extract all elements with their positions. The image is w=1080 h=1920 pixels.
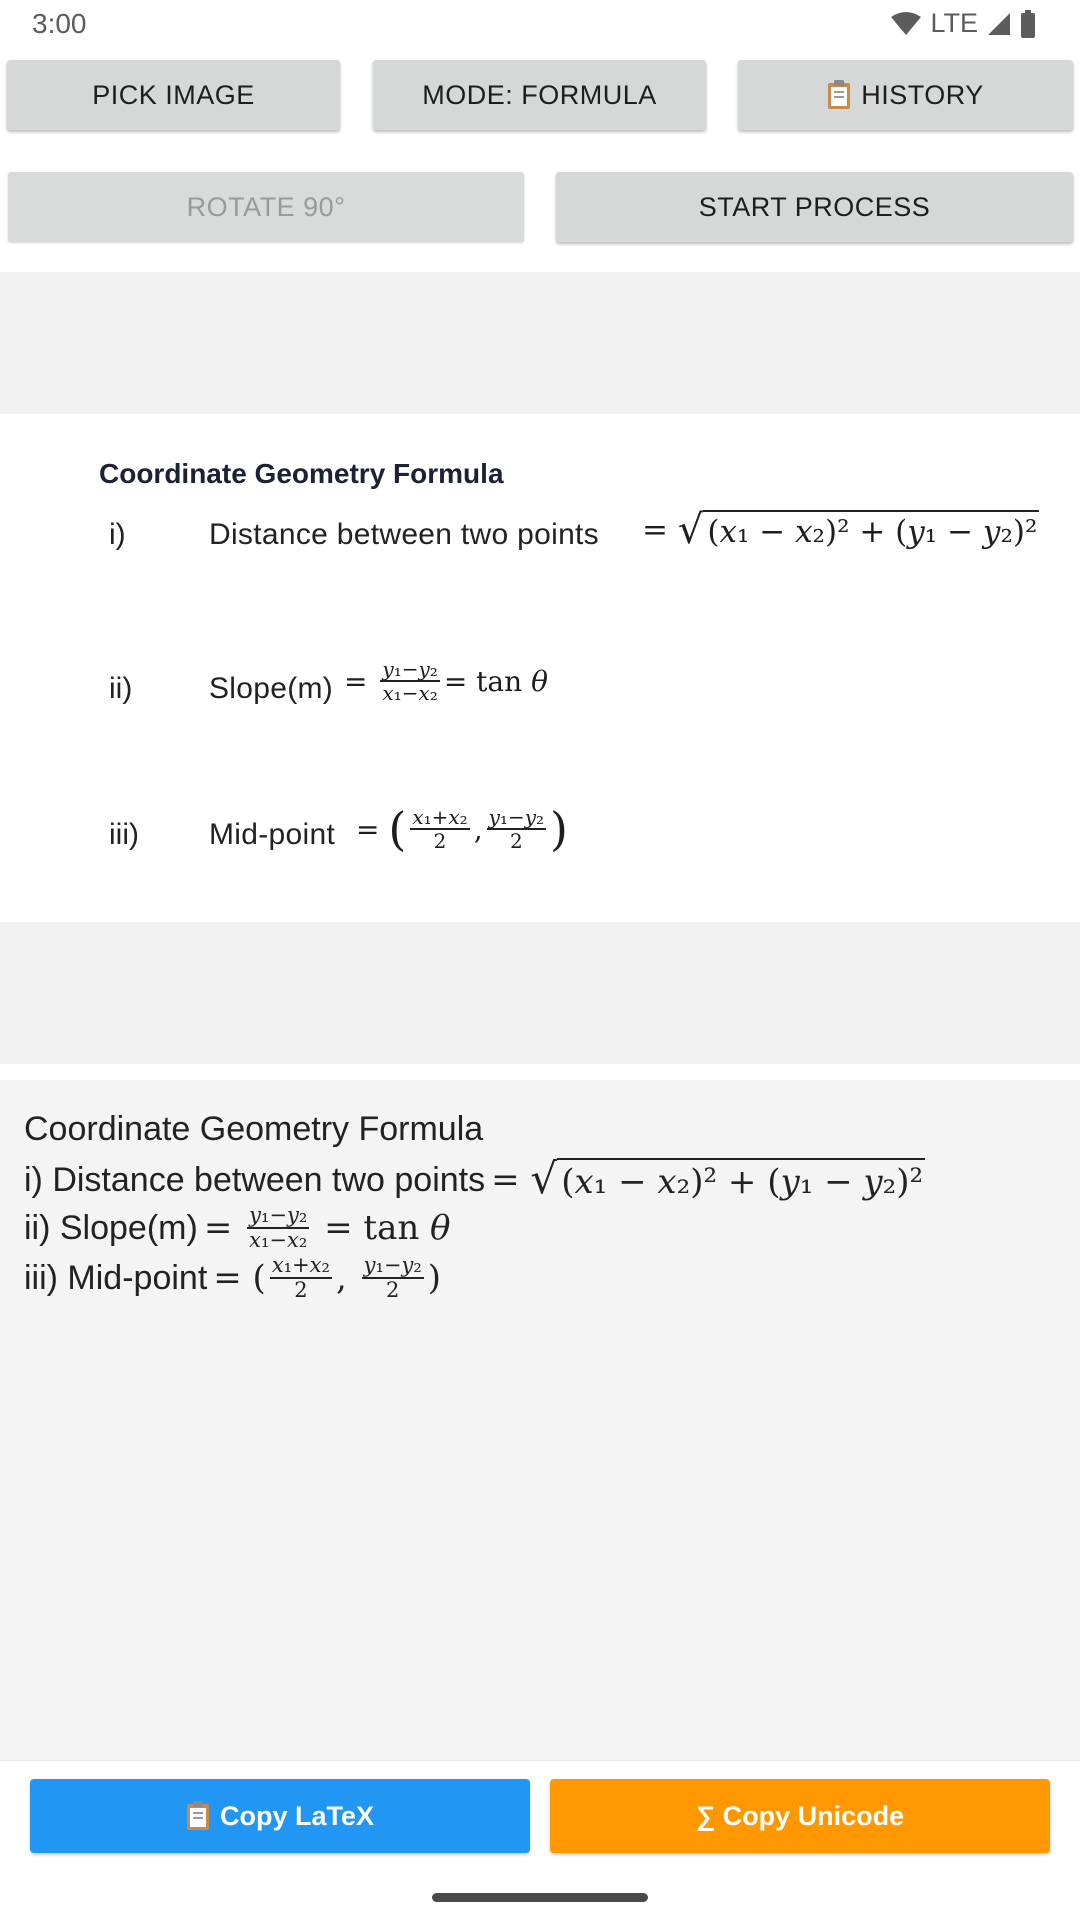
result-line-1-label: i) Distance between two points xyxy=(24,1160,486,1199)
signal-icon xyxy=(986,11,1012,37)
scan-formula-2: = $\frac{\text{y₁−y₂}}{\text{x₁−x₂}}$ = tan θ xyxy=(344,657,548,705)
scan-index-1: i) xyxy=(109,518,126,551)
midpoint-y-fraction: $\frac{\text{y₁−y₂}}{2}$ xyxy=(363,1253,422,1303)
scan-index-2: ii) xyxy=(109,672,133,705)
status-bar xyxy=(0,0,1080,48)
result-line-3: iii) Mid-point = ( $\frac{\text{x₁+x₂}}{2}$ , $\frac{\text{y₁−y₂}}{2}$ ) xyxy=(24,1253,442,1303)
pick-image-button[interactable] xyxy=(7,60,340,130)
slope-fraction: $\frac{\text{y₁−y₂}}{\text{x₁−x₂}}$ xyxy=(249,1203,308,1253)
result-title: Coordinate Geometry Formula xyxy=(24,1110,484,1148)
result-line-2: ii) Slope(m) = $\frac{\text{y₁−y₂}}{\text{x₁−x₂}}$ = tan θ xyxy=(24,1203,451,1253)
scan-label-1: Distance between two points xyxy=(209,518,599,551)
clipboard-icon xyxy=(186,1801,210,1831)
scan-formula-3: = ( $\frac{\text{x₁+x₂}}{2}$ , $\frac{\text{y₁−y₂}}{2}$ ) xyxy=(356,802,568,856)
status-icons xyxy=(890,8,1036,39)
history-button[interactable] xyxy=(738,60,1073,130)
scan-formula-1: = √ (x₁ − x₂)² + (y₁ − y₂)² xyxy=(642,507,1038,553)
distance-formula: √ (x₁ − x₂)² + (y₁ − y₂)² xyxy=(530,1154,924,1203)
mode-button[interactable] xyxy=(373,60,706,130)
midpoint-x-fraction: $\frac{\text{x₁+x₂}}{2}$ xyxy=(271,1253,330,1303)
copy-latex-label: Copy LaTeX xyxy=(219,1800,375,1831)
pick-image-label: PICK IMAGE xyxy=(92,79,255,110)
result-line-3-label: iii) Mid-point xyxy=(24,1258,208,1297)
start-process-label: START PROCESS xyxy=(698,191,931,222)
copy-latex-button[interactable] xyxy=(30,1779,530,1853)
scanned-image xyxy=(0,414,1080,922)
result-line-2-label: ii) Slope(m) xyxy=(24,1208,198,1247)
network-type: LTE xyxy=(930,8,978,38)
gesture-nav-handle[interactable] xyxy=(432,1893,648,1902)
copy-unicode-label: ∑ Copy Unicode xyxy=(695,1800,905,1831)
wifi-icon xyxy=(890,11,922,37)
clipboard-icon xyxy=(827,80,851,110)
scan-index-3: iii) xyxy=(109,818,139,851)
copy-unicode-button[interactable] xyxy=(550,1779,1050,1853)
scan-label-2: Slope(m) xyxy=(209,672,334,705)
start-process-button[interactable] xyxy=(556,172,1073,242)
scan-label-3: Mid-point xyxy=(209,818,336,851)
history-label: HISTORY xyxy=(861,79,984,110)
image-preview xyxy=(0,272,1080,1064)
rotate-button[interactable] xyxy=(8,172,524,242)
status-time: 3:00 xyxy=(32,8,87,39)
bottom-action-bar xyxy=(0,1760,1080,1872)
result-line-1: i) Distance between two points = √ (x₁ − x₂)² + (y₁ − y₂)² xyxy=(24,1154,924,1203)
battery-icon xyxy=(1020,10,1036,38)
mode-label: MODE: FORMULA xyxy=(422,79,657,110)
result-panel xyxy=(0,1080,1080,1760)
scan-title: Coordinate Geometry Formula xyxy=(99,458,504,489)
rotate-label: ROTATE 90° xyxy=(186,191,346,222)
